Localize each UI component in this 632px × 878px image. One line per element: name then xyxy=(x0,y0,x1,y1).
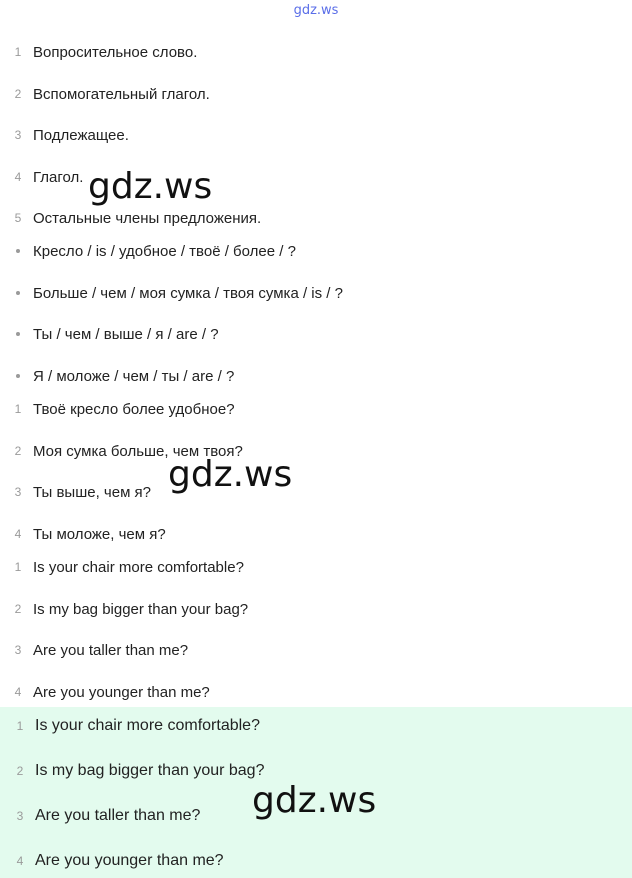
list-item-text: Кресло / is / удобное / твоё / более / ? xyxy=(33,242,296,260)
list-item xyxy=(0,84,632,104)
watermark-text: gdz.ws xyxy=(88,166,213,207)
list-item-text: Is your chair more comfortable? xyxy=(33,558,244,576)
bullet-icon xyxy=(16,374,20,378)
list-item-text: Подлежащее. xyxy=(33,126,129,144)
site-link[interactable]: gdz.ws xyxy=(293,3,339,18)
answer-item xyxy=(0,716,632,736)
list-item xyxy=(0,324,632,344)
answer-text: Are you younger than me? xyxy=(35,852,224,869)
list-item-text: Больше / чем / моя сумка / твоя сумка / is / ? xyxy=(33,284,343,302)
list-item-text: Ты моложе, чем я? xyxy=(33,525,166,543)
list-item-text: Are you younger than me? xyxy=(33,683,210,701)
list-item xyxy=(0,125,632,145)
list-item-text: Вопросительное слово. xyxy=(33,43,198,61)
bullet-icon xyxy=(16,249,20,253)
answer-item xyxy=(0,851,632,871)
list-marker: 4 xyxy=(14,685,22,699)
list-marker: 3 xyxy=(14,485,22,499)
answer-text: Are you taller than me? xyxy=(35,807,201,824)
list-item-text: Глагол. xyxy=(33,168,84,186)
list-marker: 2 xyxy=(14,87,22,101)
list-item xyxy=(0,482,632,502)
list-item xyxy=(0,366,632,386)
list-item xyxy=(0,524,632,544)
list-item xyxy=(0,682,632,702)
list-item xyxy=(0,557,632,577)
list-marker: 2 xyxy=(14,444,22,458)
list-marker: 3 xyxy=(14,128,22,142)
list-marker: 1 xyxy=(14,560,22,574)
watermark-text: gdz.ws xyxy=(168,454,293,495)
list-marker: 1 xyxy=(14,45,22,59)
list-item-text: Я / моложе / чем / ты / are / ? xyxy=(33,367,235,385)
list-marker: 1 xyxy=(16,719,24,733)
list-marker: 1 xyxy=(14,402,22,416)
list-item xyxy=(0,283,632,303)
list-item xyxy=(0,599,632,619)
list-marker: 4 xyxy=(16,854,24,868)
watermark-text: gdz.ws xyxy=(252,780,377,821)
list-marker: 2 xyxy=(16,764,24,778)
list-marker: 4 xyxy=(14,170,22,184)
list-item xyxy=(0,441,632,461)
list-marker: 4 xyxy=(14,527,22,541)
list-marker: 3 xyxy=(16,809,24,823)
answer-item xyxy=(0,761,632,781)
list-item-text: Моя сумка больше, чем твоя? xyxy=(33,442,243,460)
bullet-icon xyxy=(16,291,20,295)
list-marker: 3 xyxy=(14,643,22,657)
list-item-text: Ты выше, чем я? xyxy=(33,483,152,501)
list-item xyxy=(0,640,632,660)
list-item-text: Ты / чем / выше / я / are / ? xyxy=(33,325,219,343)
list-item-text: Вспомогательный глагол. xyxy=(33,85,210,103)
list-item-text: Are you taller than me? xyxy=(33,641,189,659)
list-item xyxy=(0,208,632,228)
list-item xyxy=(0,241,632,261)
list-item xyxy=(0,399,632,419)
bullet-icon xyxy=(16,332,20,336)
list-item-text: Is my bag bigger than your bag? xyxy=(33,600,249,618)
answer-text: Is your chair more comfortable? xyxy=(35,717,260,734)
answer-text: Is my bag bigger than your bag? xyxy=(35,762,265,779)
list-item-text: Твоё кресло более удобное? xyxy=(33,400,235,418)
list-marker: 2 xyxy=(14,602,22,616)
list-marker: 5 xyxy=(14,211,22,225)
list-item xyxy=(0,42,632,62)
list-item-text: Остальные члены предложения. xyxy=(33,209,262,227)
